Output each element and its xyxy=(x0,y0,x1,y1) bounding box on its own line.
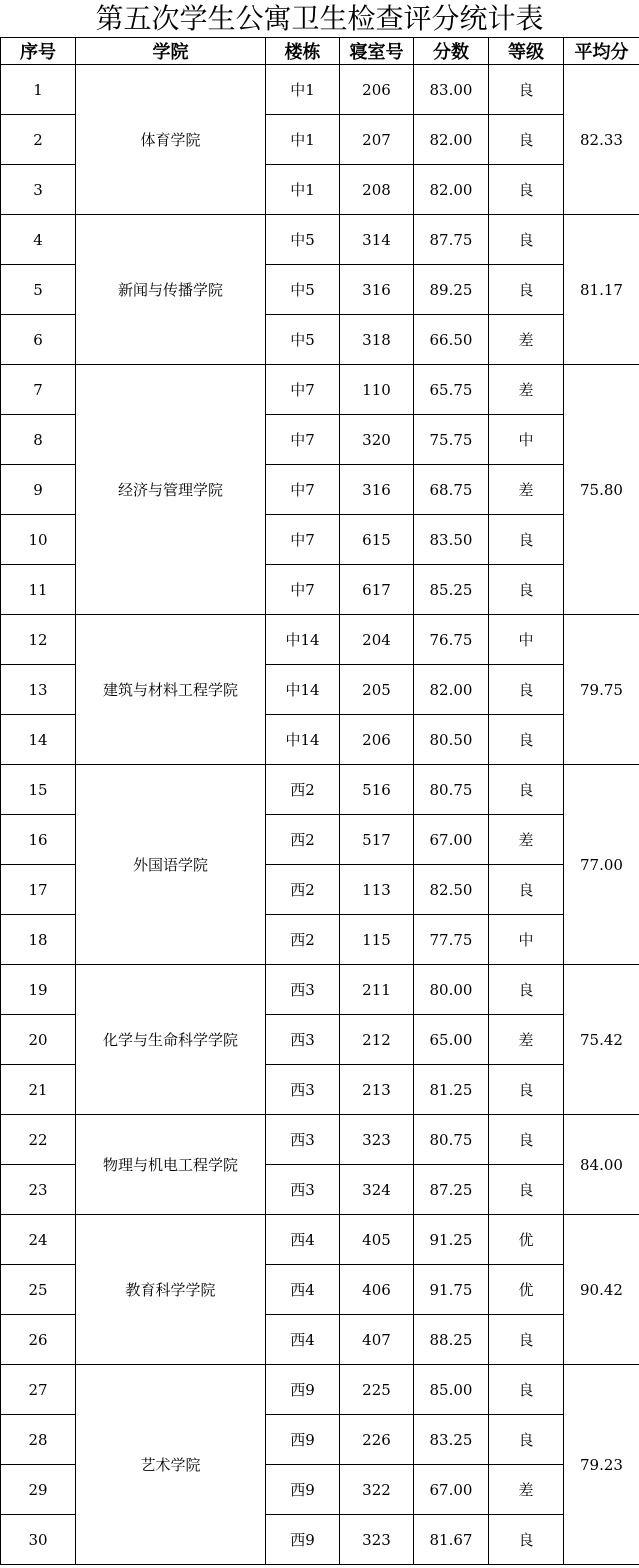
room-cell: 318 xyxy=(340,315,414,365)
score-cell: 80.75 xyxy=(414,1115,489,1165)
table-row xyxy=(1,965,639,1015)
grade-cell: 优 xyxy=(489,1215,564,1265)
score-cell: 81.25 xyxy=(414,1065,489,1115)
row-index-cell: 16 xyxy=(1,815,76,865)
building-cell: 西2 xyxy=(266,765,340,815)
grade-cell: 良 xyxy=(489,1065,564,1115)
building-cell: 中1 xyxy=(266,165,340,215)
score-cell: 68.75 xyxy=(414,465,489,515)
building-cell: 西3 xyxy=(266,1065,340,1115)
grade-cell: 良 xyxy=(489,665,564,715)
row-index-cell: 7 xyxy=(1,365,76,415)
row-index-cell: 14 xyxy=(1,715,76,765)
table-row xyxy=(1,215,639,265)
room-cell: 113 xyxy=(340,865,414,915)
building-cell: 西9 xyxy=(266,1415,340,1465)
grade-cell: 良 xyxy=(489,115,564,165)
building-cell: 西4 xyxy=(266,1215,340,1265)
building-cell: 西2 xyxy=(266,815,340,865)
grade-cell: 良 xyxy=(489,1315,564,1365)
building-cell: 西3 xyxy=(266,1165,340,1215)
building-cell: 中7 xyxy=(266,515,340,565)
average-cell: 75.42 xyxy=(564,965,639,1115)
building-cell: 中14 xyxy=(266,615,340,665)
grade-cell: 良 xyxy=(489,565,564,615)
building-cell: 西3 xyxy=(266,1115,340,1165)
building-cell: 西4 xyxy=(266,1265,340,1315)
row-index-cell: 23 xyxy=(1,1165,76,1215)
room-cell: 115 xyxy=(340,915,414,965)
college-cell: 化学与生命科学学院 xyxy=(76,965,266,1115)
grade-cell: 中 xyxy=(489,415,564,465)
building-cell: 中7 xyxy=(266,565,340,615)
table-row xyxy=(1,1215,639,1265)
page-title: 第五次学生公寓卫生检查评分统计表 xyxy=(95,2,544,35)
table-body xyxy=(1,65,639,1565)
college-cell: 物理与机电工程学院 xyxy=(76,1115,266,1215)
score-cell: 82.50 xyxy=(414,865,489,915)
row-index-cell: 2 xyxy=(1,115,76,165)
grade-cell: 良 xyxy=(489,1365,564,1415)
row-index-cell: 10 xyxy=(1,515,76,565)
score-cell: 65.00 xyxy=(414,1015,489,1065)
room-cell: 110 xyxy=(340,365,414,415)
grade-cell: 差 xyxy=(489,1465,564,1515)
table-row xyxy=(1,615,639,665)
row-index-cell: 9 xyxy=(1,465,76,515)
grade-cell: 差 xyxy=(489,465,564,515)
building-cell: 中5 xyxy=(266,315,340,365)
score-cell: 87.75 xyxy=(414,215,489,265)
score-cell: 85.25 xyxy=(414,565,489,615)
room-cell: 406 xyxy=(340,1265,414,1315)
header-room: 寝室号 xyxy=(340,38,414,65)
grade-cell: 良 xyxy=(489,1165,564,1215)
table-row xyxy=(1,365,639,415)
building-cell: 西9 xyxy=(266,1465,340,1515)
room-cell: 320 xyxy=(340,415,414,465)
average-cell: 90.42 xyxy=(564,1215,639,1365)
average-cell: 77.00 xyxy=(564,765,639,965)
grade-cell: 良 xyxy=(489,965,564,1015)
header-row xyxy=(1,38,639,65)
grade-cell: 良 xyxy=(489,1115,564,1165)
score-cell: 91.75 xyxy=(414,1265,489,1315)
score-cell: 82.00 xyxy=(414,115,489,165)
average-cell: 82.33 xyxy=(564,65,639,215)
score-cell: 76.75 xyxy=(414,615,489,665)
score-cell: 91.25 xyxy=(414,1215,489,1265)
room-cell: 204 xyxy=(340,615,414,665)
row-index-cell: 1 xyxy=(1,65,76,115)
row-index-cell: 13 xyxy=(1,665,76,715)
building-cell: 中5 xyxy=(266,215,340,265)
grade-cell: 良 xyxy=(489,765,564,815)
score-cell: 67.00 xyxy=(414,815,489,865)
building-cell: 中7 xyxy=(266,465,340,515)
building-cell: 中1 xyxy=(266,65,340,115)
average-cell: 75.80 xyxy=(564,365,639,615)
score-cell: 67.00 xyxy=(414,1465,489,1515)
room-cell: 225 xyxy=(340,1365,414,1415)
score-cell: 82.00 xyxy=(414,165,489,215)
row-index-cell: 21 xyxy=(1,1065,76,1115)
room-cell: 226 xyxy=(340,1415,414,1465)
score-cell: 80.50 xyxy=(414,715,489,765)
table-row xyxy=(1,1115,639,1165)
building-cell: 西3 xyxy=(266,1015,340,1065)
grade-cell: 差 xyxy=(489,365,564,415)
grade-cell: 良 xyxy=(489,515,564,565)
row-index-cell: 11 xyxy=(1,565,76,615)
table-row xyxy=(1,65,639,115)
building-cell: 中1 xyxy=(266,115,340,165)
building-cell: 中7 xyxy=(266,415,340,465)
score-cell: 83.25 xyxy=(414,1415,489,1465)
building-cell: 中5 xyxy=(266,265,340,315)
row-index-cell: 20 xyxy=(1,1015,76,1065)
header-index: 序号 xyxy=(1,38,76,65)
room-cell: 405 xyxy=(340,1215,414,1265)
row-index-cell: 29 xyxy=(1,1465,76,1515)
score-cell: 65.75 xyxy=(414,365,489,415)
grade-cell: 差 xyxy=(489,315,564,365)
building-cell: 中14 xyxy=(266,715,340,765)
score-cell: 88.25 xyxy=(414,1315,489,1365)
average-cell: 81.17 xyxy=(564,215,639,365)
score-cell: 80.75 xyxy=(414,765,489,815)
room-cell: 211 xyxy=(340,965,414,1015)
average-cell: 84.00 xyxy=(564,1115,639,1215)
room-cell: 323 xyxy=(340,1115,414,1165)
grade-cell: 良 xyxy=(489,265,564,315)
table-row xyxy=(1,765,639,815)
room-cell: 407 xyxy=(340,1315,414,1365)
college-cell: 体育学院 xyxy=(76,65,266,215)
score-cell: 89.25 xyxy=(414,265,489,315)
header-college: 学院 xyxy=(76,38,266,65)
header-score: 分数 xyxy=(414,38,489,65)
room-cell: 615 xyxy=(340,515,414,565)
score-cell: 85.00 xyxy=(414,1365,489,1415)
header-grade: 等级 xyxy=(489,38,564,65)
room-cell: 205 xyxy=(340,665,414,715)
score-cell: 75.75 xyxy=(414,415,489,465)
room-cell: 617 xyxy=(340,565,414,615)
header-building: 楼栋 xyxy=(266,38,340,65)
grade-cell: 差 xyxy=(489,815,564,865)
room-cell: 212 xyxy=(340,1015,414,1065)
grade-cell: 良 xyxy=(489,715,564,765)
building-cell: 西4 xyxy=(266,1315,340,1365)
room-cell: 213 xyxy=(340,1065,414,1115)
row-index-cell: 18 xyxy=(1,915,76,965)
room-cell: 206 xyxy=(340,715,414,765)
row-index-cell: 15 xyxy=(1,765,76,815)
building-cell: 西9 xyxy=(266,1365,340,1415)
score-cell: 80.00 xyxy=(414,965,489,1015)
row-index-cell: 5 xyxy=(1,265,76,315)
row-index-cell: 12 xyxy=(1,615,76,665)
room-cell: 322 xyxy=(340,1465,414,1515)
row-index-cell: 25 xyxy=(1,1265,76,1315)
score-cell: 83.00 xyxy=(414,65,489,115)
row-index-cell: 30 xyxy=(1,1515,76,1565)
room-cell: 208 xyxy=(340,165,414,215)
row-index-cell: 24 xyxy=(1,1215,76,1265)
row-index-cell: 22 xyxy=(1,1115,76,1165)
room-cell: 206 xyxy=(340,65,414,115)
row-index-cell: 17 xyxy=(1,865,76,915)
building-cell: 中14 xyxy=(266,665,340,715)
room-cell: 316 xyxy=(340,465,414,515)
building-cell: 西2 xyxy=(266,915,340,965)
grade-cell: 良 xyxy=(489,215,564,265)
row-index-cell: 26 xyxy=(1,1315,76,1365)
room-cell: 316 xyxy=(340,265,414,315)
college-cell: 新闻与传播学院 xyxy=(76,215,266,365)
college-cell: 经济与管理学院 xyxy=(76,365,266,615)
room-cell: 324 xyxy=(340,1165,414,1215)
table-row xyxy=(1,1365,639,1415)
score-cell: 81.67 xyxy=(414,1515,489,1565)
grade-cell: 良 xyxy=(489,1415,564,1465)
row-index-cell: 3 xyxy=(1,165,76,215)
average-cell: 79.75 xyxy=(564,615,639,765)
room-cell: 517 xyxy=(340,815,414,865)
building-cell: 中7 xyxy=(266,365,340,415)
row-index-cell: 4 xyxy=(1,215,76,265)
header-average: 平均分 xyxy=(564,38,639,65)
room-cell: 314 xyxy=(340,215,414,265)
score-cell: 77.75 xyxy=(414,915,489,965)
college-cell: 建筑与材料工程学院 xyxy=(76,615,266,765)
building-cell: 西9 xyxy=(266,1515,340,1565)
row-index-cell: 28 xyxy=(1,1415,76,1465)
average-cell: 79.23 xyxy=(564,1365,639,1565)
row-index-cell: 19 xyxy=(1,965,76,1015)
college-cell: 教育科学学院 xyxy=(76,1215,266,1365)
building-cell: 西3 xyxy=(266,965,340,1015)
score-cell: 66.50 xyxy=(414,315,489,365)
college-cell: 艺术学院 xyxy=(76,1365,266,1565)
grade-cell: 中 xyxy=(489,615,564,665)
score-cell: 83.50 xyxy=(414,515,489,565)
room-cell: 207 xyxy=(340,115,414,165)
score-cell: 87.25 xyxy=(414,1165,489,1215)
grade-cell: 良 xyxy=(489,165,564,215)
row-index-cell: 8 xyxy=(1,415,76,465)
grade-cell: 良 xyxy=(489,865,564,915)
score-cell: 82.00 xyxy=(414,665,489,715)
college-cell: 外国语学院 xyxy=(76,765,266,965)
grade-cell: 中 xyxy=(489,915,564,965)
grade-cell: 差 xyxy=(489,1015,564,1065)
room-cell: 516 xyxy=(340,765,414,815)
score-table xyxy=(0,37,639,1565)
grade-cell: 良 xyxy=(489,1515,564,1565)
grade-cell: 优 xyxy=(489,1265,564,1315)
grade-cell: 良 xyxy=(489,65,564,115)
row-index-cell: 27 xyxy=(1,1365,76,1415)
building-cell: 西2 xyxy=(266,865,340,915)
row-index-cell: 6 xyxy=(1,315,76,365)
room-cell: 323 xyxy=(340,1515,414,1565)
